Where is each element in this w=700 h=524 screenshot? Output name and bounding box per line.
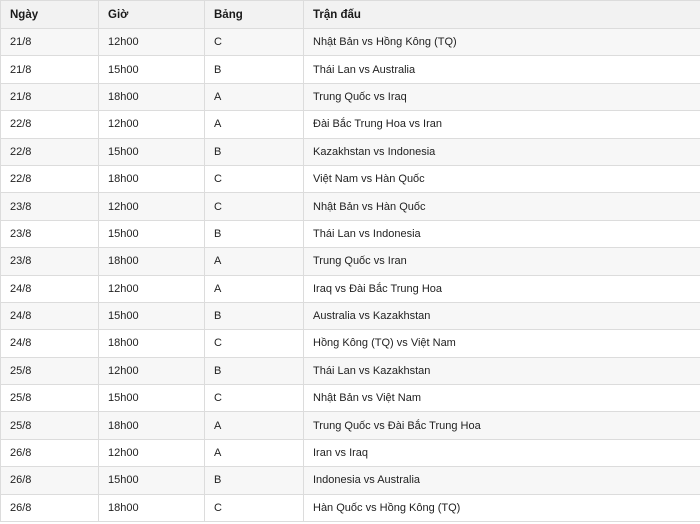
table-row <box>1 412 700 439</box>
cell-time: 15h00 <box>99 56 205 83</box>
cell-match: Kazakhstan vs Indonesia <box>304 138 700 165</box>
cell-time: 12h00 <box>99 357 205 384</box>
cell-date: 25/8 <box>1 357 99 384</box>
cell-match: Nhật Bản vs Hồng Kông (TQ) <box>304 29 700 56</box>
table-header <box>1 1 700 29</box>
cell-group: B <box>205 56 304 83</box>
cell-date: 22/8 <box>1 138 99 165</box>
cell-time: 12h00 <box>99 275 205 302</box>
cell-group: A <box>205 83 304 110</box>
cell-time: 15h00 <box>99 220 205 247</box>
cell-match: Australia vs Kazakhstan <box>304 302 700 329</box>
cell-time: 18h00 <box>99 165 205 192</box>
cell-match: Việt Nam vs Hàn Quốc <box>304 165 700 192</box>
header-match: Trận đấu <box>304 1 700 29</box>
cell-group: A <box>205 248 304 275</box>
cell-group: B <box>205 220 304 247</box>
cell-match: Trung Quốc vs Iraq <box>304 83 700 110</box>
table-row <box>1 220 700 247</box>
table-row <box>1 83 700 110</box>
cell-group: A <box>205 111 304 138</box>
cell-time: 15h00 <box>99 138 205 165</box>
cell-match: Đài Bắc Trung Hoa vs Iran <box>304 111 700 138</box>
cell-time: 18h00 <box>99 330 205 357</box>
cell-time: 15h00 <box>99 385 205 412</box>
header-group: Bảng <box>205 1 304 29</box>
cell-group: A <box>205 412 304 439</box>
table-row <box>1 439 700 466</box>
header-row <box>1 1 700 29</box>
cell-date: 21/8 <box>1 83 99 110</box>
table-row <box>1 302 700 329</box>
cell-time: 12h00 <box>99 439 205 466</box>
cell-time: 12h00 <box>99 193 205 220</box>
cell-date: 24/8 <box>1 275 99 302</box>
cell-date: 24/8 <box>1 330 99 357</box>
table-row <box>1 111 700 138</box>
cell-time: 18h00 <box>99 494 205 521</box>
table-row <box>1 165 700 192</box>
cell-group: C <box>205 165 304 192</box>
table-row <box>1 193 700 220</box>
table-row <box>1 138 700 165</box>
cell-match: Hồng Kông (TQ) vs Việt Nam <box>304 330 700 357</box>
table-row <box>1 248 700 275</box>
cell-date: 21/8 <box>1 56 99 83</box>
table-row <box>1 494 700 521</box>
cell-time: 18h00 <box>99 412 205 439</box>
table-row <box>1 330 700 357</box>
cell-group: B <box>205 357 304 384</box>
cell-date: 26/8 <box>1 494 99 521</box>
cell-match: Thái Lan vs Kazakhstan <box>304 357 700 384</box>
table-body <box>1 29 700 522</box>
cell-time: 12h00 <box>99 111 205 138</box>
cell-time: 15h00 <box>99 302 205 329</box>
cell-time: 18h00 <box>99 248 205 275</box>
header-date: Ngày <box>1 1 99 29</box>
cell-group: B <box>205 467 304 494</box>
cell-group: C <box>205 193 304 220</box>
cell-match: Indonesia vs Australia <box>304 467 700 494</box>
cell-match: Trung Quốc vs Đài Bắc Trung Hoa <box>304 412 700 439</box>
cell-group: A <box>205 275 304 302</box>
cell-group: C <box>205 29 304 56</box>
table-row <box>1 357 700 384</box>
cell-match: Nhật Bản vs Hàn Quốc <box>304 193 700 220</box>
cell-date: 22/8 <box>1 165 99 192</box>
cell-date: 23/8 <box>1 248 99 275</box>
table-row <box>1 29 700 56</box>
cell-match: Thái Lan vs Indonesia <box>304 220 700 247</box>
cell-time: 15h00 <box>99 467 205 494</box>
cell-time: 12h00 <box>99 29 205 56</box>
cell-date: 22/8 <box>1 111 99 138</box>
table-row <box>1 467 700 494</box>
cell-match: Thái Lan vs Australia <box>304 56 700 83</box>
cell-date: 23/8 <box>1 193 99 220</box>
cell-group: B <box>205 302 304 329</box>
cell-date: 25/8 <box>1 412 99 439</box>
cell-date: 23/8 <box>1 220 99 247</box>
cell-match: Trung Quốc vs Iran <box>304 248 700 275</box>
cell-date: 21/8 <box>1 29 99 56</box>
table-row <box>1 56 700 83</box>
cell-group: A <box>205 439 304 466</box>
cell-date: 26/8 <box>1 467 99 494</box>
header-time: Giờ <box>99 1 205 29</box>
cell-match: Nhật Bản vs Việt Nam <box>304 385 700 412</box>
table-row <box>1 385 700 412</box>
cell-group: C <box>205 494 304 521</box>
cell-match: Iraq vs Đài Bắc Trung Hoa <box>304 275 700 302</box>
cell-group: C <box>205 330 304 357</box>
cell-group: B <box>205 138 304 165</box>
cell-match: Iran vs Iraq <box>304 439 700 466</box>
cell-group: C <box>205 385 304 412</box>
cell-match: Hàn Quốc vs Hồng Kông (TQ) <box>304 494 700 521</box>
table-row <box>1 275 700 302</box>
cell-date: 26/8 <box>1 439 99 466</box>
cell-date: 25/8 <box>1 385 99 412</box>
cell-time: 18h00 <box>99 83 205 110</box>
cell-date: 24/8 <box>1 302 99 329</box>
